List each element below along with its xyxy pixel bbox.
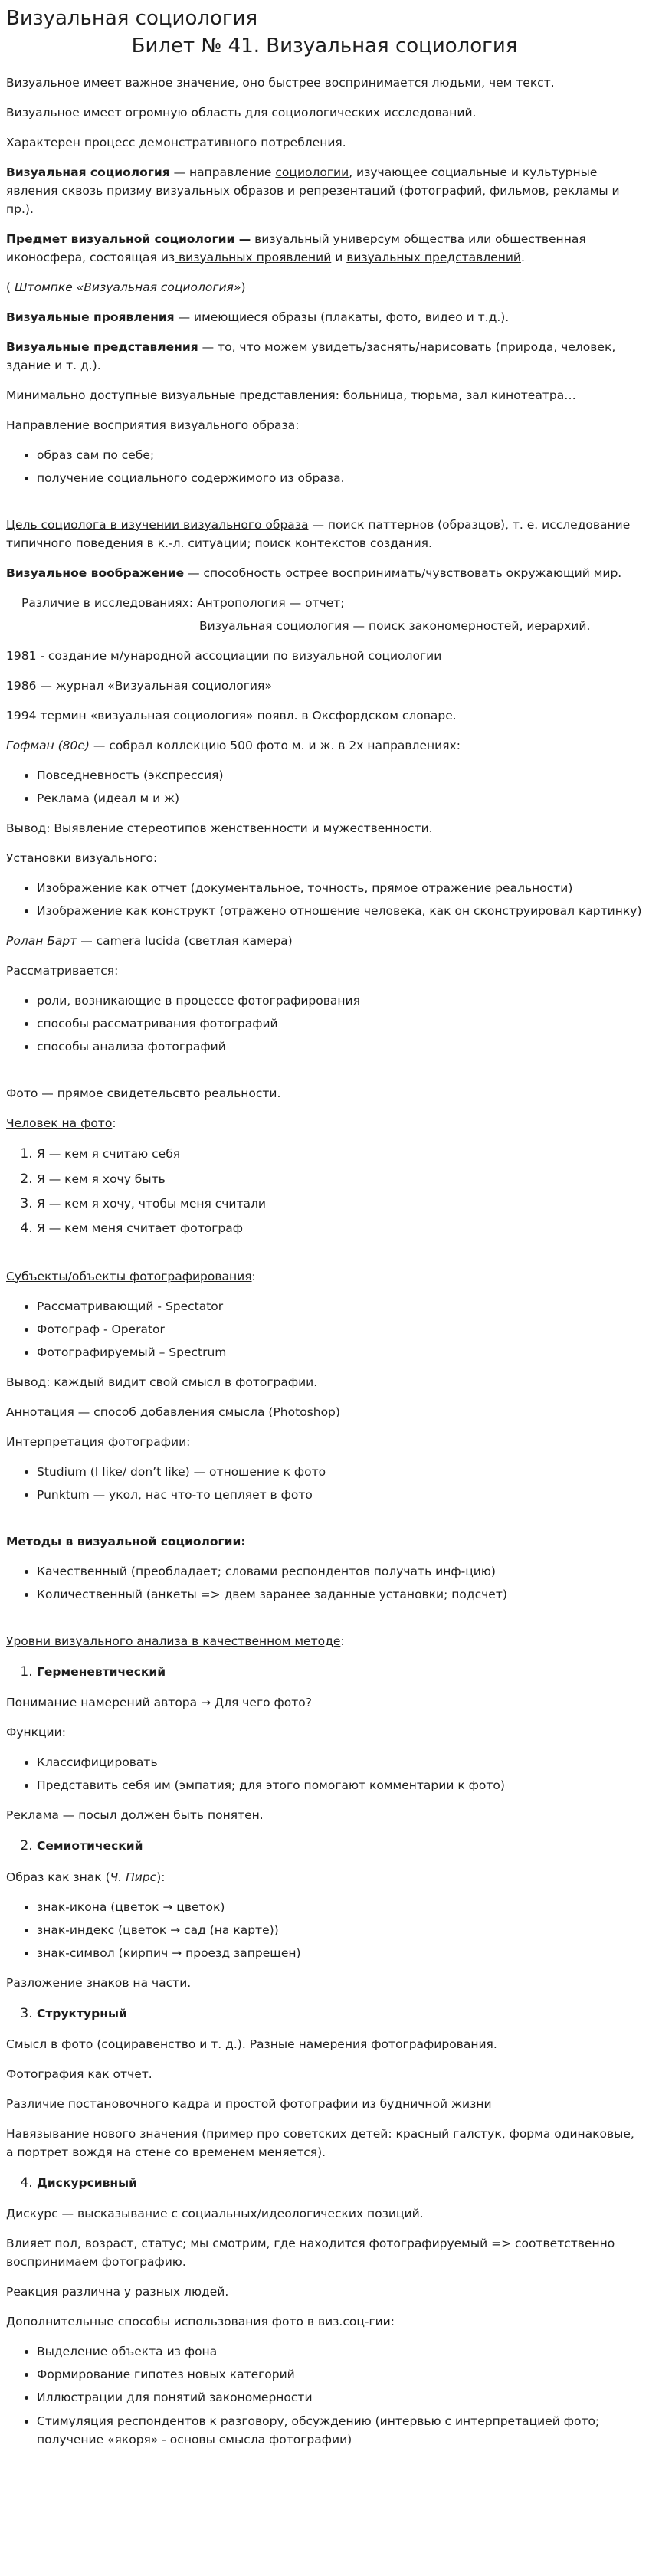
paragraph: Аннотация — способ добавления смысла (Photoshop) — [6, 1404, 340, 1419]
list-item: • образ сам по себе; — [37, 446, 643, 464]
list-item: • Стимуляция респондентов к разговору, обсуждению (интервью с интерпретацией фото; получение «якоря» - основы смысла фотографии) — [37, 2412, 643, 2449]
paragraph: Фотография как отчет. — [6, 2066, 152, 2081]
paragraph: Функции: — [6, 1726, 66, 1740]
paragraph: Понимание намерений автора → Для чего фото? — [6, 1696, 312, 1710]
paragraph: 1986 — журнал «Визуальная социология» — [6, 678, 272, 693]
list-item: • Количественный (анкеты => двем заранее заданные установки; подсчет) — [37, 1585, 643, 1604]
list-item: • знак-икона (цветок → цветок) — [37, 1898, 643, 1916]
paragraph: Влияет пол, возраст, статус; мы смотрим, где находится фотографируемый => соответственно воспринимаем фотографию. — [6, 2237, 615, 2270]
list-item: • получение социального содержимого из образа. — [37, 469, 643, 487]
term: Визуальное воображение — [6, 565, 185, 580]
list-item: 3. Я — кем я хочу, чтобы меня считали — [37, 1194, 643, 1214]
term: Визуальные представления — [6, 339, 198, 354]
paragraph: Реакция различна у разных людей. — [6, 2285, 229, 2299]
list-item: 2. Семиотический — [37, 1836, 643, 1856]
numbered-list — [6, 1662, 643, 1682]
numbered-list — [6, 2173, 643, 2193]
paragraph: Минимально доступные визуальные представления: больница, тюрьма, зал кинотеатра… — [6, 388, 576, 402]
list-item: • Повседневность (экспрессия) — [37, 766, 643, 785]
paragraph: Навязывание нового значения (пример про советских детей: красный галстук, форма одинаковые, а портрет вождя на стене со временем меняется). — [6, 2127, 634, 2160]
link-visual-manifestations[interactable]: визуальных проявлений — [175, 250, 332, 264]
bullet-list — [6, 1898, 643, 1962]
paragraph: Визуальная социология — поиск закономерностей, иерархий. — [199, 618, 591, 633]
paragraph: Визуальное имеет огромную область для социологических исследований. — [6, 105, 477, 120]
list-item: • Изображение как конструкт (отражено отношение человека, как он сконструировал картинку) — [37, 902, 643, 920]
list-item: • Изображение как отчет (документальное, точность, прямое отражение реальности) — [37, 879, 643, 897]
list-item: 1. Я — кем я считаю себя — [37, 1144, 643, 1164]
definition-manifestations: Визуальные проявления — имеющиеся образы (плакаты, фото, видео и т.д.). — [6, 310, 510, 324]
definition-representations: Визуальные представления — то, что можем увидеть/заснять/нарисовать (природа, человек, здание и т. д.). — [6, 339, 616, 372]
paragraph-levels: Уровни визуального анализа в качественном методе: — [6, 1634, 345, 1648]
paragraph: Фото — прямое свидетельсвто реальности. — [6, 1086, 281, 1101]
paragraph: Установки визуального: — [6, 851, 158, 866]
definition-subject: Предмет визуальной социологии — визуальный универсум общества или общественная иконосфера, состоящая из визуальных проявлений и визуальных представлений. — [6, 231, 586, 264]
link-visual-representations[interactable]: визуальных представлений — [346, 250, 521, 264]
paragraph: Смысл в фото (социравенство и т. д.). Разные намерения фотографирования. — [6, 2037, 497, 2051]
paragraph: Направление восприятия визуального образа: — [6, 418, 300, 432]
paragraph: 1981 - создание м/ународной ассоциации по визуальной социологии — [6, 648, 442, 663]
bullet-list — [6, 991, 643, 1056]
paragraph: Характерен процесс демонстративного потребления. — [6, 135, 346, 149]
paragraph-goal: Цель социолога в изучении визуального образа — поиск паттернов (образцов), т. е. исследование типичного поведения в к.-л. ситуации; поиск контекстов создания. — [6, 517, 631, 550]
paragraph-person: Человек на фото: — [6, 1116, 116, 1131]
bullet-list — [6, 766, 643, 808]
list-item: • способы рассматривания фотографий — [37, 1014, 643, 1033]
paragraph: Вывод: Выявление стереотипов женственности и мужественности. — [6, 821, 433, 836]
list-item: 1. Герменевтический — [37, 1662, 643, 1682]
bullet-list — [6, 2342, 643, 2448]
quote-reference: ( Штомпке «Визуальная социология») — [6, 280, 246, 294]
paragraph: Рассматривается: — [6, 964, 119, 978]
paragraph-interpretation: Интерпретация фотографии: — [6, 1434, 191, 1449]
list-item: • Иллюстрации для понятий закономерности — [37, 2388, 643, 2407]
list-item: • Выделение объекта из фона — [37, 2342, 643, 2361]
link-sociology[interactable]: социологии — [275, 165, 349, 179]
list-item: • Рассматривающий - Spectator — [37, 1297, 643, 1316]
list-item: • роли, возникающие в процессе фотографирования — [37, 991, 643, 1010]
paragraph-sign: Образ как знак (Ч. Пирс): — [6, 1870, 166, 1884]
list-item: • Фотографируемый – Spectrum — [37, 1343, 643, 1362]
bullet-list — [6, 446, 643, 487]
bullet-list — [6, 1753, 643, 1794]
section-methods: Методы в визуальной социологии: — [6, 1534, 246, 1549]
numbered-list — [6, 1144, 643, 1238]
paragraph: Различие в исследованиях: Антропология — отчет; — [21, 595, 345, 610]
bullet-list — [6, 1297, 643, 1362]
list-item: • знак-индекс (цветок → сад (на карте)) — [37, 1921, 643, 1939]
definition-imagination: Визуальное воображение — способность острее воспринимать/чувствовать окружающий мир. — [6, 565, 622, 580]
definition-visual-sociology: Визуальная социология — направление социологии, изучающее социальные и культурные явления сквозь призму визуальных образов и репрезентаций (фотографий, фильмов, рекламы и пр.). — [6, 165, 620, 216]
bullet-list — [6, 879, 643, 920]
list-item: • Фотограф - Operator — [37, 1320, 643, 1339]
paragraph: 1994 термин «визуальная социология» появл. в Оксфордском словаре. — [6, 708, 457, 723]
term: Визуальные проявления — [6, 310, 175, 324]
list-item: • знак-символ (кирпич → проезд запрещен) — [37, 1944, 643, 1962]
numbered-list — [6, 2004, 643, 2024]
paragraph-subjects: Субъекты/объекты фотографирования: — [6, 1269, 256, 1283]
paragraph-barthes: Ролан Барт — camera lucida (светлая камера) — [6, 934, 293, 949]
numbered-list — [6, 1836, 643, 1856]
list-item: 3. Структурный — [37, 2004, 643, 2024]
paragraph: Разложение знаков на части. — [6, 1975, 192, 1990]
link-goal[interactable]: Цель социолога в изучении визуального образа — [6, 517, 309, 532]
list-item: • Качественный (преобладает; словами респондентов получать инф-цию) — [37, 1562, 643, 1581]
bullet-list — [6, 1562, 643, 1604]
ticket-title: Билет № 41. Визуальная социология — [131, 34, 518, 57]
paragraph: Реклама — посыл должен быть понятен. — [6, 1808, 264, 1823]
list-item: • способы анализа фотографий — [37, 1037, 643, 1056]
bullet-list — [6, 1463, 643, 1504]
list-item: • Реклама (идеал м и ж) — [37, 789, 643, 808]
list-item: • Punktum — укол, нас что-то цепляет в фото — [37, 1486, 643, 1504]
list-item: 4. Я — кем меня считает фотограф — [37, 1218, 643, 1238]
paragraph: Дополнительные способы использования фото в виз.соц-гии: — [6, 2315, 395, 2329]
paragraph: Вывод: каждый видит свой смысл в фотографии. — [6, 1375, 318, 1389]
list-item: 2. Я — кем я хочу быть — [37, 1169, 643, 1189]
paragraph-goffman: Гофман (80е) — собрал коллекцию 500 фото м. и ж. в 2х направлениях: — [6, 738, 461, 752]
paragraph: Различие постановочного кадра и простой фотографии из будничной жизни — [6, 2096, 492, 2111]
document-title: Визуальная социология — [6, 7, 258, 30]
term: Предмет визуальной социологии — — [6, 231, 251, 246]
list-item: • Классифицировать — [37, 1753, 643, 1771]
term: Визуальная социология — [6, 165, 170, 179]
list-item: 4. Дискурсивный — [37, 2173, 643, 2193]
paragraph: Дискурс — высказывание с социальных/идеологических позиций. — [6, 2207, 424, 2221]
list-item: • Studium (I like/ don’t like) — отношение к фото — [37, 1463, 643, 1481]
paragraph: Визуальное имеет важное значение, оно быстрее воспринимается людьми, чем текст. — [6, 75, 555, 90]
list-item: • Представить себя им (эмпатия; для этого помогают комментарии к фото) — [37, 1776, 643, 1794]
list-item: • Формирование гипотез новых категорий — [37, 2365, 643, 2384]
